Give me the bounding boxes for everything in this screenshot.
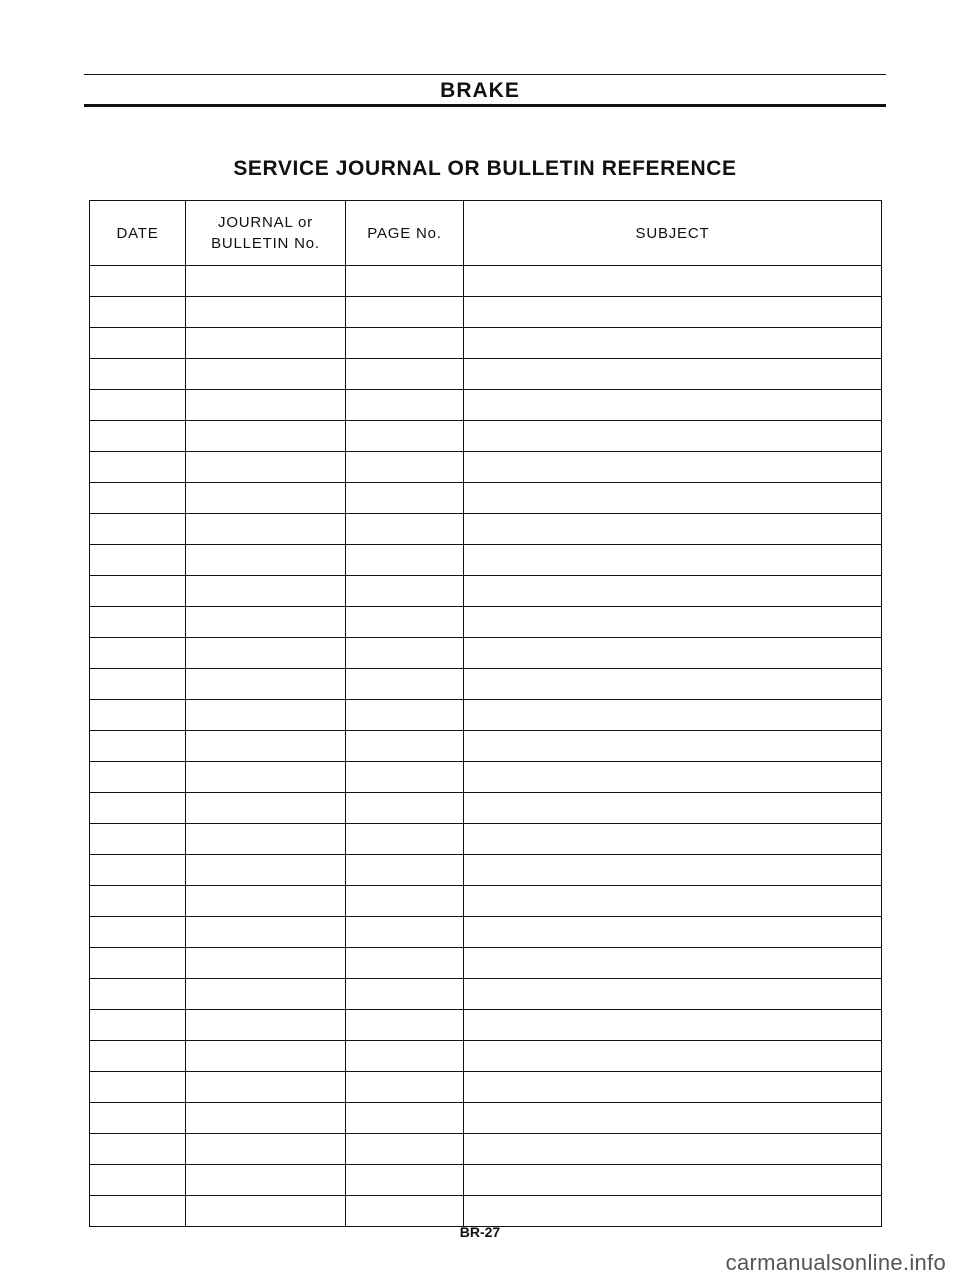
page-no-cell [346, 452, 464, 483]
table-row [90, 793, 882, 824]
subject-cell [464, 824, 882, 855]
journal-bulletin-cell [186, 1134, 346, 1165]
journal-bulletin-cell [186, 297, 346, 328]
subject-cell [464, 1165, 882, 1196]
journal-bulletin-cell [186, 607, 346, 638]
journal-bulletin-cell [186, 266, 346, 297]
page-no-cell [346, 762, 464, 793]
subject-cell [464, 514, 882, 545]
table-row [90, 1165, 882, 1196]
subject-cell [464, 1196, 882, 1227]
table-row [90, 576, 882, 607]
subject-cell [464, 638, 882, 669]
subject-cell [464, 359, 882, 390]
header-rule-bottom [84, 104, 886, 107]
journal-bulletin-cell [186, 669, 346, 700]
table-row [90, 1072, 882, 1103]
page-number: BR-27 [459, 1224, 501, 1240]
subject-cell [464, 576, 882, 607]
date-cell [90, 669, 186, 700]
page-no-cell [346, 266, 464, 297]
journal-bulletin-cell [186, 483, 346, 514]
date-cell [90, 421, 186, 452]
subject-cell [464, 421, 882, 452]
journal-bulletin-cell [186, 948, 346, 979]
date-cell [90, 483, 186, 514]
subject-cell [464, 545, 882, 576]
table-row [90, 669, 882, 700]
column-header-line: DATE [116, 224, 159, 242]
date-cell [90, 1072, 186, 1103]
page-no-cell [346, 669, 464, 700]
date-cell [90, 948, 186, 979]
page-no-cell [346, 390, 464, 421]
date-cell [90, 452, 186, 483]
page-no-cell [346, 793, 464, 824]
date-cell [90, 731, 186, 762]
table-row [90, 390, 882, 421]
journal-bulletin-cell [186, 979, 346, 1010]
table-row [90, 514, 882, 545]
table-row [90, 731, 882, 762]
date-cell [90, 793, 186, 824]
column-header-line: PAGE No. [367, 224, 442, 242]
subject-cell [464, 266, 882, 297]
page-no-cell [346, 328, 464, 359]
page-no-cell [346, 514, 464, 545]
date-cell [90, 638, 186, 669]
page-no-cell [346, 948, 464, 979]
section-title: BRAKE [440, 79, 520, 102]
date-cell [90, 762, 186, 793]
date-cell [90, 979, 186, 1010]
date-cell [90, 576, 186, 607]
journal-bulletin-cell [186, 855, 346, 886]
journal-bulletin-cell [186, 545, 346, 576]
date-cell [90, 545, 186, 576]
page-no-cell [346, 1041, 464, 1072]
subject-cell [464, 607, 882, 638]
date-cell [90, 855, 186, 886]
column-header-subject [464, 201, 882, 266]
page-no-cell [346, 607, 464, 638]
page-no-cell [346, 638, 464, 669]
page-no-cell [346, 1103, 464, 1134]
journal-bulletin-cell [186, 917, 346, 948]
subject-cell [464, 1103, 882, 1134]
page-no-cell [346, 483, 464, 514]
date-cell [90, 390, 186, 421]
subject-cell [464, 390, 882, 421]
page-no-cell [346, 421, 464, 452]
page-no-cell [346, 917, 464, 948]
date-cell [90, 700, 186, 731]
page-heading: SERVICE JOURNAL OR BULLETIN REFERENCE [233, 157, 737, 180]
column-header-line: SUBJECT [635, 224, 710, 242]
subject-cell [464, 886, 882, 917]
table-header-row [90, 201, 882, 266]
journal-bulletin-cell [186, 1196, 346, 1227]
page-no-cell [346, 359, 464, 390]
page-no-cell [346, 731, 464, 762]
header-rule-top [84, 74, 886, 75]
journal-bulletin-cell [186, 452, 346, 483]
column-header-page-no [346, 201, 464, 266]
table-row [90, 638, 882, 669]
date-cell [90, 297, 186, 328]
table-row [90, 762, 882, 793]
journal-bulletin-cell [186, 886, 346, 917]
page-no-cell [346, 700, 464, 731]
journal-bulletin-cell [186, 824, 346, 855]
journal-bulletin-cell [186, 1010, 346, 1041]
table-row [90, 886, 882, 917]
date-cell [90, 1134, 186, 1165]
subject-cell [464, 1010, 882, 1041]
table-body [90, 266, 882, 1227]
table-row [90, 607, 882, 638]
journal-bulletin-cell [186, 638, 346, 669]
page-no-cell [346, 979, 464, 1010]
journal-bulletin-cell [186, 390, 346, 421]
subject-cell [464, 1134, 882, 1165]
table-row [90, 421, 882, 452]
subject-cell [464, 1041, 882, 1072]
subject-cell [464, 452, 882, 483]
subject-cell [464, 979, 882, 1010]
table-row [90, 917, 882, 948]
date-cell [90, 1165, 186, 1196]
journal-bulletin-cell [186, 1103, 346, 1134]
date-cell [90, 1041, 186, 1072]
journal-bulletin-cell [186, 576, 346, 607]
page-no-cell [346, 1072, 464, 1103]
column-header-journal-bulletin [186, 201, 346, 266]
table-row [90, 297, 882, 328]
journal-bulletin-cell [186, 700, 346, 731]
date-cell [90, 886, 186, 917]
date-cell [90, 359, 186, 390]
journal-bulletin-cell [186, 762, 346, 793]
table-row [90, 483, 882, 514]
subject-cell [464, 762, 882, 793]
page-no-cell [346, 545, 464, 576]
date-cell [90, 328, 186, 359]
date-cell [90, 1103, 186, 1134]
column-header-date [90, 201, 186, 266]
journal-bulletin-cell [186, 359, 346, 390]
table-row [90, 1103, 882, 1134]
subject-cell [464, 328, 882, 359]
journal-bulletin-cell [186, 1041, 346, 1072]
subject-cell [464, 793, 882, 824]
journal-bulletin-cell [186, 514, 346, 545]
table-row [90, 1041, 882, 1072]
table-row [90, 855, 882, 886]
table-row [90, 1196, 882, 1227]
page-no-cell [346, 297, 464, 328]
watermark: carmanualsonline.info [725, 1250, 946, 1275]
journal-bulletin-cell [186, 793, 346, 824]
subject-cell [464, 855, 882, 886]
journal-bulletin-cell [186, 328, 346, 359]
table-row [90, 359, 882, 390]
date-cell [90, 917, 186, 948]
page-no-cell [346, 1196, 464, 1227]
table-row [90, 328, 882, 359]
journal-bulletin-cell [186, 1165, 346, 1196]
subject-cell [464, 731, 882, 762]
table-row [90, 452, 882, 483]
subject-cell [464, 917, 882, 948]
column-header-line: BULLETIN No. [211, 235, 320, 252]
table-row [90, 824, 882, 855]
page-no-cell [346, 886, 464, 917]
subject-cell [464, 948, 882, 979]
page-no-cell [346, 855, 464, 886]
service-journal-table [89, 200, 882, 1227]
subject-cell [464, 700, 882, 731]
date-cell [90, 1010, 186, 1041]
date-cell [90, 514, 186, 545]
date-cell [90, 607, 186, 638]
subject-cell [464, 483, 882, 514]
page-no-cell [346, 1165, 464, 1196]
journal-bulletin-cell [186, 421, 346, 452]
subject-cell [464, 297, 882, 328]
page-no-cell [346, 576, 464, 607]
table-row [90, 700, 882, 731]
table-row [90, 948, 882, 979]
subject-cell [464, 1072, 882, 1103]
table-row [90, 979, 882, 1010]
table-row [90, 545, 882, 576]
journal-bulletin-cell [186, 1072, 346, 1103]
page-no-cell [346, 1010, 464, 1041]
subject-cell [464, 669, 882, 700]
table-row [90, 266, 882, 297]
date-cell [90, 266, 186, 297]
page-no-cell [346, 824, 464, 855]
page-no-cell [346, 1134, 464, 1165]
journal-bulletin-cell [186, 731, 346, 762]
table-row [90, 1010, 882, 1041]
table-row [90, 1134, 882, 1165]
date-cell [90, 824, 186, 855]
date-cell [90, 1196, 186, 1227]
column-header-line: JOURNAL or [218, 214, 313, 231]
